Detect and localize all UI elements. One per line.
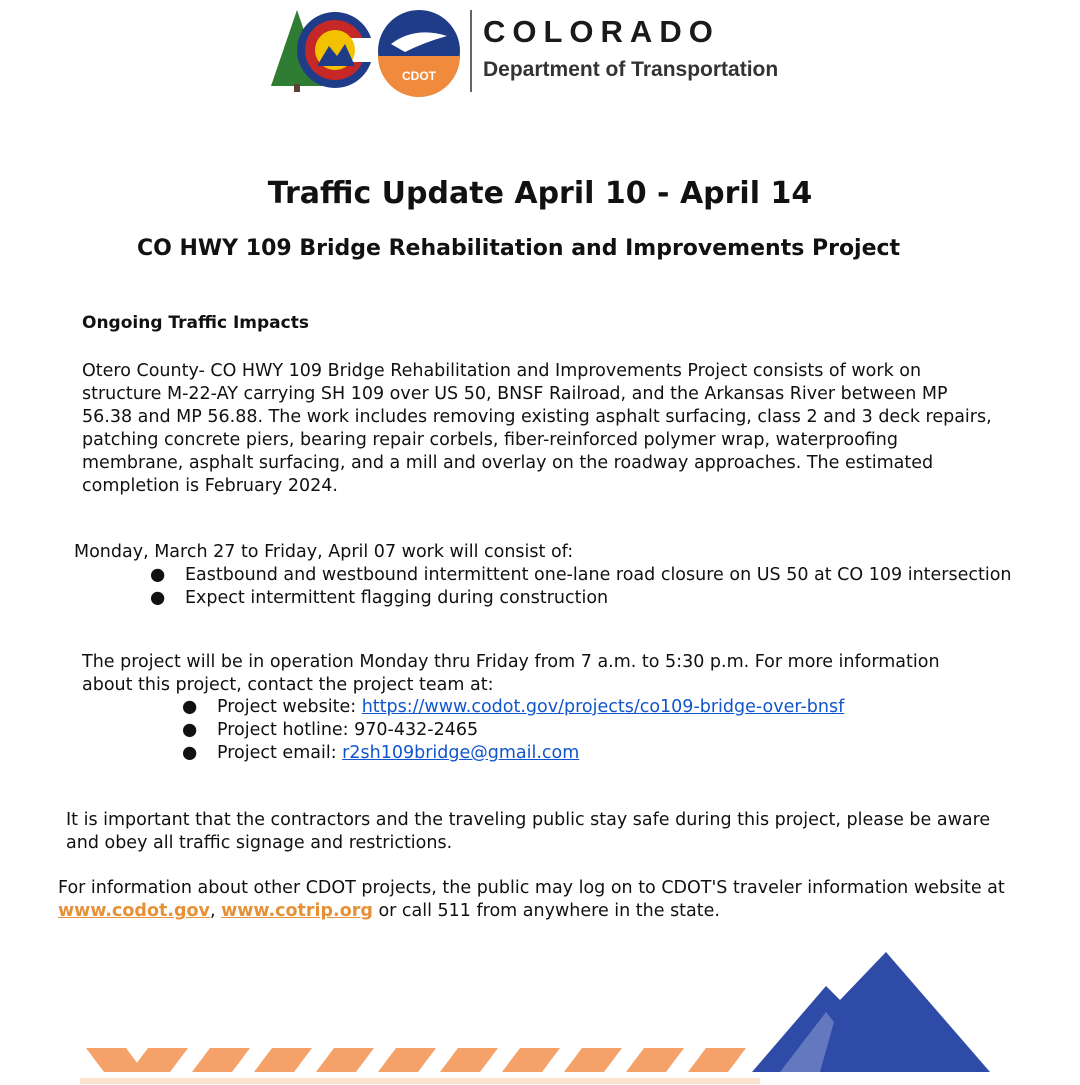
bullet-icon: ● bbox=[182, 697, 198, 717]
list-item: ● Expect intermittent flagging during construction bbox=[150, 588, 609, 608]
brand-department: Department of Transportation bbox=[483, 58, 779, 81]
mountain-icon bbox=[752, 952, 990, 1072]
info-text: For information about other CDOT projects, the public may log on to CDOT'S traveler information website at www.codot.gov, www.cotrip.org or call 511 from anywhere in the state. bbox=[58, 878, 1005, 921]
svg-text:CDOT: CDOT bbox=[402, 69, 436, 83]
project-subtitle: CO HWY 109 Bridge Rehabilitation and Improvements Project bbox=[137, 236, 901, 261]
operation-text: The project will be in operation Monday thru Friday from 7 a.m. to 5:30 p.m. For more information about this project, contact the project team at: bbox=[82, 652, 940, 695]
section-heading: Ongoing Traffic Impacts bbox=[82, 313, 309, 333]
brand-name: COLORADO bbox=[483, 14, 720, 49]
project-website-link[interactable]: https://www.codot.gov/projects/co109-bridge-over-bnsf bbox=[361, 697, 845, 717]
page-title: Traffic Update April 10 - April 14 bbox=[267, 176, 813, 211]
contact-list bbox=[182, 696, 844, 765]
list-item-website: ● Project website: https://www.codot.gov/projects/co109-bridge-over-bnsf bbox=[182, 697, 845, 717]
safety-text: It is important that the contractors and the traveling public stay safe during this project, please be aware and obey all traffic signage and restrictions. bbox=[66, 810, 991, 853]
project-description: Otero County- CO HWY 109 Bridge Rehabilitation and Improvements Project consists of work on structure M-22-AY carrying SH 109 over US 50, BNSF Railroad, and the Arkansas River between MP 56.38 and MP 56.88. The work includes removing existing asphalt surfacing, class 2 and 3 deck repairs, patching concrete piers, bearing repair corbels, fiber-reinforced polymer wrap, waterproofing membrane, asphalt surfacing, and a mill and overlay on the roadway approaches. The estimated completion is February 2024. bbox=[82, 361, 992, 496]
bullet-icon: ● bbox=[182, 743, 198, 763]
project-email-link[interactable]: r2sh109bridge@gmail.com bbox=[342, 743, 580, 763]
codot-link[interactable]: www.codot.gov bbox=[58, 901, 210, 921]
list-item-email: ● Project email: r2sh109bridge@gmail.com bbox=[182, 743, 580, 763]
list-item: ● Eastbound and westbound intermittent one-lane road closure on US 50 at CO 109 intersection bbox=[150, 565, 1012, 585]
cotrip-link[interactable]: www.cotrip.org bbox=[221, 901, 373, 921]
bullet-icon: ● bbox=[150, 565, 166, 585]
bullet-icon: ● bbox=[182, 720, 198, 740]
orange-stripes-icon bbox=[86, 1048, 746, 1072]
bullet-icon: ● bbox=[150, 588, 166, 608]
list-item-hotline: ● Project hotline: 970-432-2465 bbox=[182, 720, 479, 740]
work-schedule-intro: Monday, March 27 to Friday, April 07 work will consist of: bbox=[74, 542, 574, 562]
work-schedule-list bbox=[150, 564, 1012, 610]
brand-block bbox=[483, 14, 778, 82]
footer-decoration bbox=[0, 940, 1080, 1085]
